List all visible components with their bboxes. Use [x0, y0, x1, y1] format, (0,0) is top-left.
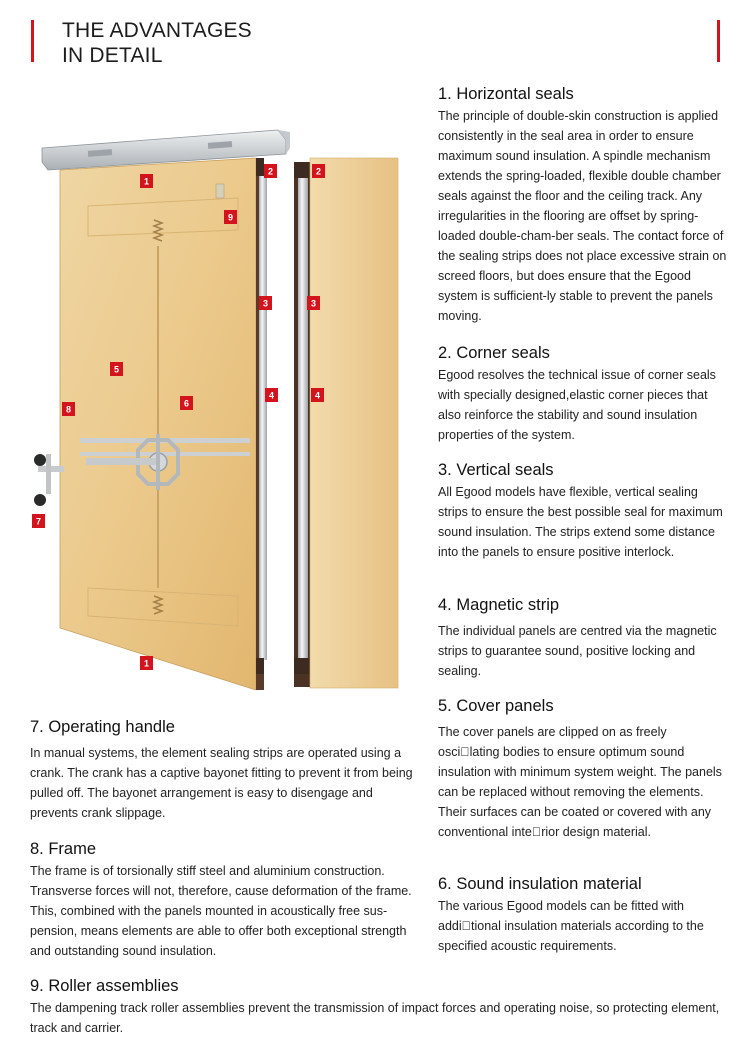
- callout-4-left: [265, 388, 278, 402]
- section-title: 8. Frame: [30, 840, 97, 858]
- svg-text:1: 1: [143, 176, 150, 187]
- right-accent-bar: [717, 20, 720, 62]
- callout-2-left: [264, 164, 277, 178]
- svg-text:4: 4: [314, 390, 321, 401]
- callout-2-right: [312, 164, 325, 178]
- section-sound-insulation: [438, 874, 728, 956]
- svg-text:5: 5: [113, 364, 120, 375]
- section-title: 1. Horizontal seals: [438, 85, 574, 103]
- section-frame: [30, 839, 418, 961]
- section-cover-panels: [438, 696, 728, 842]
- section-body: Egood resolves the technical issue of corner seals with specially designed,elastic corner pieces that also reinforce the stability and sound insulation properties of the system.: [438, 368, 716, 442]
- adjacent-panel: [294, 158, 398, 688]
- section-body: The dampening track roller assemblies prevent the transmission of impact forces and operating noise, so protecting element, track and carrier.: [30, 1001, 720, 1035]
- left-accent-bar: [31, 20, 34, 62]
- section-horizontal-seals: [438, 84, 728, 326]
- callout-8: [62, 402, 75, 416]
- callout-1-top: [140, 174, 153, 188]
- callout-7: [32, 514, 45, 528]
- callout-5: [110, 362, 123, 376]
- svg-text:1: 1: [143, 658, 150, 669]
- section-body: The frame is of torsionally stiff steel and aluminium construction. Transverse forces will not, therefore, cause deformation of the frame. This, combined with the panels mounted in acoustically free sus- pension, means elements are able to offer both exceptional strength and outstanding sound insulation.: [30, 864, 412, 958]
- crank-handle: [34, 454, 64, 506]
- section-title: 9. Roller assemblies: [30, 977, 179, 995]
- main-panel: [60, 158, 256, 690]
- section-operating-handle: [30, 717, 418, 823]
- section-body: The individual panels are centred via the magnetic strips to guarantee sound, positive locking and sealing.: [438, 624, 717, 678]
- vertical-seal-main: [256, 158, 267, 690]
- callout-3-right: [307, 296, 320, 310]
- svg-text:8: 8: [65, 404, 72, 415]
- svg-text:3: 3: [310, 298, 317, 309]
- callout-3-left: [259, 296, 272, 310]
- section-title: 4. Magnetic strip: [438, 596, 560, 614]
- section-title: 5. Cover panels: [438, 697, 554, 715]
- callout-1-bottom: [140, 656, 153, 670]
- svg-text:3: 3: [262, 298, 269, 309]
- section-body: The various Egood models can be fitted with addi tional insulation materials according to the specified acoustic requirements.: [438, 899, 704, 953]
- section-title: 3. Vertical seals: [438, 461, 554, 479]
- svg-text:4: 4: [268, 390, 275, 401]
- section-title: 7. Operating handle: [30, 718, 175, 736]
- section-body: The principle of double-skin construction is applied consistently in the seal area in order to ensure maximum sound insulation. A spindle mechanism extends the spring-loaded, flexible double chamber seals against the floor and the ceiling track. Any irregularities in the flooring are offset by spring-loaded double-cham-ber seals. The contact force of the sealing strips does not place excessive strain on screed floors, but does ensure that the Egood system is sufficient-ly stable to prevent the panels moving.: [438, 109, 727, 323]
- svg-text:2: 2: [315, 166, 322, 177]
- section-vertical-seals: [438, 460, 728, 562]
- section-corner-seals: [438, 343, 728, 445]
- section-magnetic-strip: [438, 595, 728, 681]
- page-title: [62, 18, 252, 68]
- svg-text:6: 6: [183, 398, 190, 409]
- section-body: In manual systems, the element sealing strips are operated using a crank. The crank has a captive bayonet fitting to prevent it from being pulled off. The bayonet arrangement is easy to disengage and prevents crank slippage.: [30, 746, 413, 820]
- section-body: All Egood models have flexible, vertical sealing strips to ensure the best possible seal for maximum sound insulation. The strips extend some distance into the panels to ensure positive interlock.: [438, 485, 723, 559]
- page-title-line1: THE ADVANTAGES: [62, 19, 252, 42]
- page-title-line2: IN DETAIL: [62, 44, 163, 67]
- section-title: 2. Corner seals: [438, 344, 550, 362]
- section-title: 6. Sound insulation material: [438, 875, 642, 893]
- callout-4-right: [311, 388, 324, 402]
- section-body: The cover panels are clipped on as freely osci lating bodies to ensure optimum sound insulation with minimum system weight. The panels can be replaced without removing the elements. Their surfaces can be coated or covered with any conventional inte rior design material.: [438, 725, 722, 839]
- callout-6: [180, 396, 193, 410]
- svg-text:9: 9: [227, 212, 234, 223]
- svg-text:2: 2: [267, 166, 274, 177]
- svg-text:7: 7: [35, 516, 42, 527]
- door-panel-illustration: [28, 118, 428, 698]
- callout-9: [224, 210, 237, 224]
- section-roller-assemblies: [30, 976, 730, 1038]
